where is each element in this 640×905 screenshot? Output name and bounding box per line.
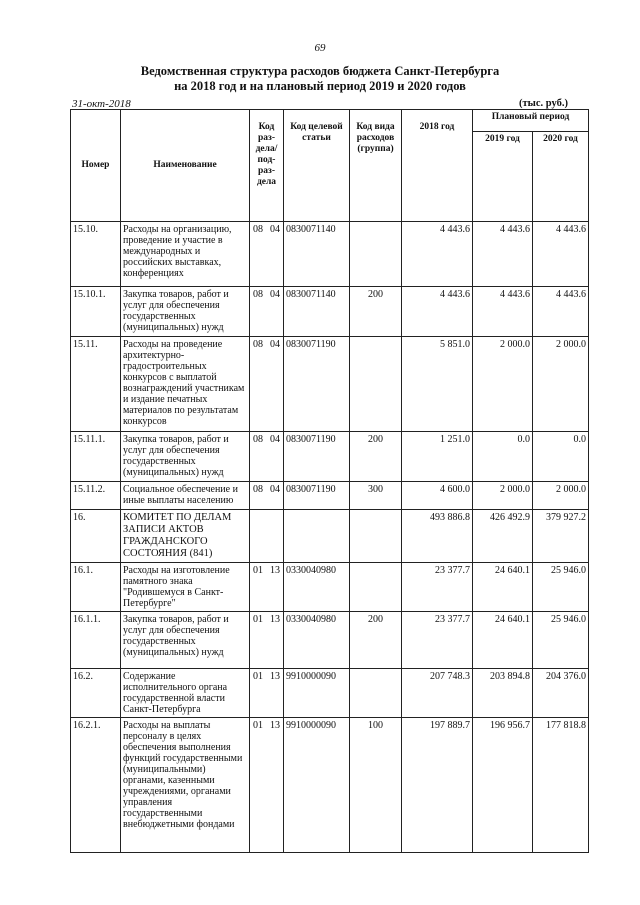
document-date: 31-окт-2018 [72, 98, 131, 110]
row-razdel: 08 [253, 484, 263, 495]
header-expense-type-code: Код вида расходов (группа) [350, 110, 402, 222]
row-number: 16.1. [71, 563, 121, 612]
row-target-code: 0330040980 [284, 612, 350, 669]
header-year-2020: 2020 год [533, 132, 589, 222]
title-line-2: на 2018 год и на плановый период 2019 и 2020 годов [174, 79, 466, 93]
row-name: Расходы на проведение архитектурно-градостроительных конкурсов с выплатой вознаграждений участникам и издание печатных материалов по результатам конкурсов [121, 337, 250, 432]
row-section-code [250, 432, 284, 482]
row-expense-type [350, 510, 402, 563]
row-amount-2020: 379 927.2 [533, 510, 589, 563]
row-target-code [284, 510, 350, 563]
row-number: 15.11.2. [71, 482, 121, 510]
row-target-code: 0830071190 [284, 432, 350, 482]
row-amount-2020: 0.0 [533, 432, 589, 482]
row-target-code: 0830071190 [284, 482, 350, 510]
row-razdel: 01 [253, 614, 263, 625]
row-expense-type: 200 [350, 287, 402, 337]
header-year-2018: 2018 год [402, 110, 473, 222]
row-target-code: 9910000090 [284, 669, 350, 718]
row-number: 16. [71, 510, 121, 563]
row-amount-2018: 4 443.6 [402, 222, 473, 287]
row-name: Закупка товаров, работ и услуг для обеспечения государственных (муниципальных) нужд [121, 432, 250, 482]
table-row [71, 337, 589, 432]
row-amount-2019: 196 956.7 [473, 718, 533, 853]
row-amount-2019: 24 640.1 [473, 563, 533, 612]
title-line-1: Ведомственная структура расходов бюджета Санкт-Петербурга [140, 64, 500, 78]
table-row [71, 432, 589, 482]
row-podrazdel: 13 [270, 720, 280, 731]
row-razdel: 01 [253, 671, 263, 682]
row-amount-2020: 204 376.0 [533, 669, 589, 718]
row-target-code: 0830071190 [284, 337, 350, 432]
row-amount-2018: 4 443.6 [402, 287, 473, 337]
row-name: Закупка товаров, работ и услуг для обеспечения государственных (муниципальных) нужд [121, 612, 250, 669]
row-podrazdel: 04 [270, 289, 280, 300]
row-amount-2019: 426 492.9 [473, 510, 533, 563]
row-amount-2019: 4 443.6 [473, 287, 533, 337]
unit-label: (тыс. руб.) [519, 98, 568, 109]
row-name: Закупка товаров, работ и услуг для обеспечения государственных (муниципальных) нужд [121, 287, 250, 337]
row-name: Расходы на организацию, проведение и участие в международных и российских выставках, конференциях [121, 222, 250, 287]
row-number: 15.10. [71, 222, 121, 287]
row-expense-type [350, 222, 402, 287]
row-amount-2020: 2 000.0 [533, 482, 589, 510]
document-title [0, 64, 640, 94]
table-row [71, 563, 589, 612]
table-row [71, 612, 589, 669]
row-podrazdel: 13 [270, 671, 280, 682]
row-podrazdel: 13 [270, 565, 280, 576]
row-expense-type: 300 [350, 482, 402, 510]
row-name: Содержание исполнительного органа государственной власти Санкт-Петербурга [121, 669, 250, 718]
row-amount-2019: 2 000.0 [473, 337, 533, 432]
row-podrazdel: 04 [270, 224, 280, 235]
row-razdel: 08 [253, 434, 263, 445]
table-row [71, 287, 589, 337]
row-amount-2018: 5 851.0 [402, 337, 473, 432]
row-razdel: 01 [253, 720, 263, 731]
row-expense-type: 100 [350, 718, 402, 853]
row-amount-2018: 207 748.3 [402, 669, 473, 718]
row-section-code [250, 563, 284, 612]
row-amount-2020: 2 000.0 [533, 337, 589, 432]
row-section-code [250, 510, 284, 563]
row-expense-type: 200 [350, 432, 402, 482]
row-expense-type [350, 563, 402, 612]
header-name: Наименование [121, 110, 250, 222]
row-expense-type [350, 669, 402, 718]
row-section-code [250, 222, 284, 287]
row-number: 16.2.1. [71, 718, 121, 853]
row-amount-2019: 0.0 [473, 432, 533, 482]
row-target-code: 9910000090 [284, 718, 350, 853]
row-amount-2020: 25 946.0 [533, 612, 589, 669]
table-row [71, 669, 589, 718]
row-podrazdel: 04 [270, 434, 280, 445]
row-razdel: 08 [253, 224, 263, 235]
header-section-code: Код раз- дела/ под- раз- дела [250, 110, 284, 222]
row-expense-type [350, 337, 402, 432]
header-year-2019: 2019 год [473, 132, 533, 222]
row-amount-2018: 1 251.0 [402, 432, 473, 482]
row-name: Социальное обеспечение и иные выплаты населению [121, 482, 250, 510]
row-target-code: 0330040980 [284, 563, 350, 612]
row-amount-2020: 177 818.8 [533, 718, 589, 853]
row-number: 15.11. [71, 337, 121, 432]
row-section-code [250, 612, 284, 669]
row-name: Расходы на изготовление памятного знака "Родившемуся в Санкт-Петербурге" [121, 563, 250, 612]
row-target-code: 0830071140 [284, 222, 350, 287]
row-amount-2020: 25 946.0 [533, 563, 589, 612]
table-row [71, 482, 589, 510]
row-section-code [250, 287, 284, 337]
row-amount-2018: 23 377.7 [402, 612, 473, 669]
row-amount-2018: 197 889.7 [402, 718, 473, 853]
row-section-code [250, 337, 284, 432]
row-section-code [250, 669, 284, 718]
row-name: Расходы на выплаты персоналу в целях обеспечения выполнения функций государственными (муниципальными) органами, казенными учреждениями, органами управления государственными внебюджетными фондами [121, 718, 250, 853]
row-expense-type: 200 [350, 612, 402, 669]
row-razdel: 08 [253, 339, 263, 350]
row-amount-2018: 493 886.8 [402, 510, 473, 563]
row-razdel: 08 [253, 289, 263, 300]
row-amount-2018: 23 377.7 [402, 563, 473, 612]
row-target-code: 0830071140 [284, 287, 350, 337]
row-amount-2020: 4 443.6 [533, 222, 589, 287]
row-podrazdel: 04 [270, 339, 280, 350]
row-podrazdel: 13 [270, 614, 280, 625]
header-target-code: Код целевой статьи [284, 110, 350, 222]
row-number: 16.1.1. [71, 612, 121, 669]
row-name: КОМИТЕТ ПО ДЕЛАМ ЗАПИСИ АКТОВ ГРАЖДАНСКОГО СОСТОЯНИЯ (841) [121, 510, 250, 563]
row-podrazdel: 04 [270, 484, 280, 495]
table-row [71, 510, 589, 563]
header-planned-period: Плановый период [473, 110, 589, 132]
table-body [71, 222, 589, 853]
row-amount-2019: 203 894.8 [473, 669, 533, 718]
row-number: 15.11.1. [71, 432, 121, 482]
table-row [71, 222, 589, 287]
page-number: 69 [314, 42, 326, 54]
row-amount-2020: 4 443.6 [533, 287, 589, 337]
header-number: Номер [71, 110, 121, 222]
row-amount-2018: 4 600.0 [402, 482, 473, 510]
row-section-code [250, 482, 284, 510]
row-amount-2019: 24 640.1 [473, 612, 533, 669]
budget-table [70, 109, 589, 853]
row-amount-2019: 4 443.6 [473, 222, 533, 287]
row-razdel: 01 [253, 565, 263, 576]
table-row [71, 718, 589, 853]
row-section-code [250, 718, 284, 853]
row-number: 16.2. [71, 669, 121, 718]
row-number: 15.10.1. [71, 287, 121, 337]
row-amount-2019: 2 000.0 [473, 482, 533, 510]
